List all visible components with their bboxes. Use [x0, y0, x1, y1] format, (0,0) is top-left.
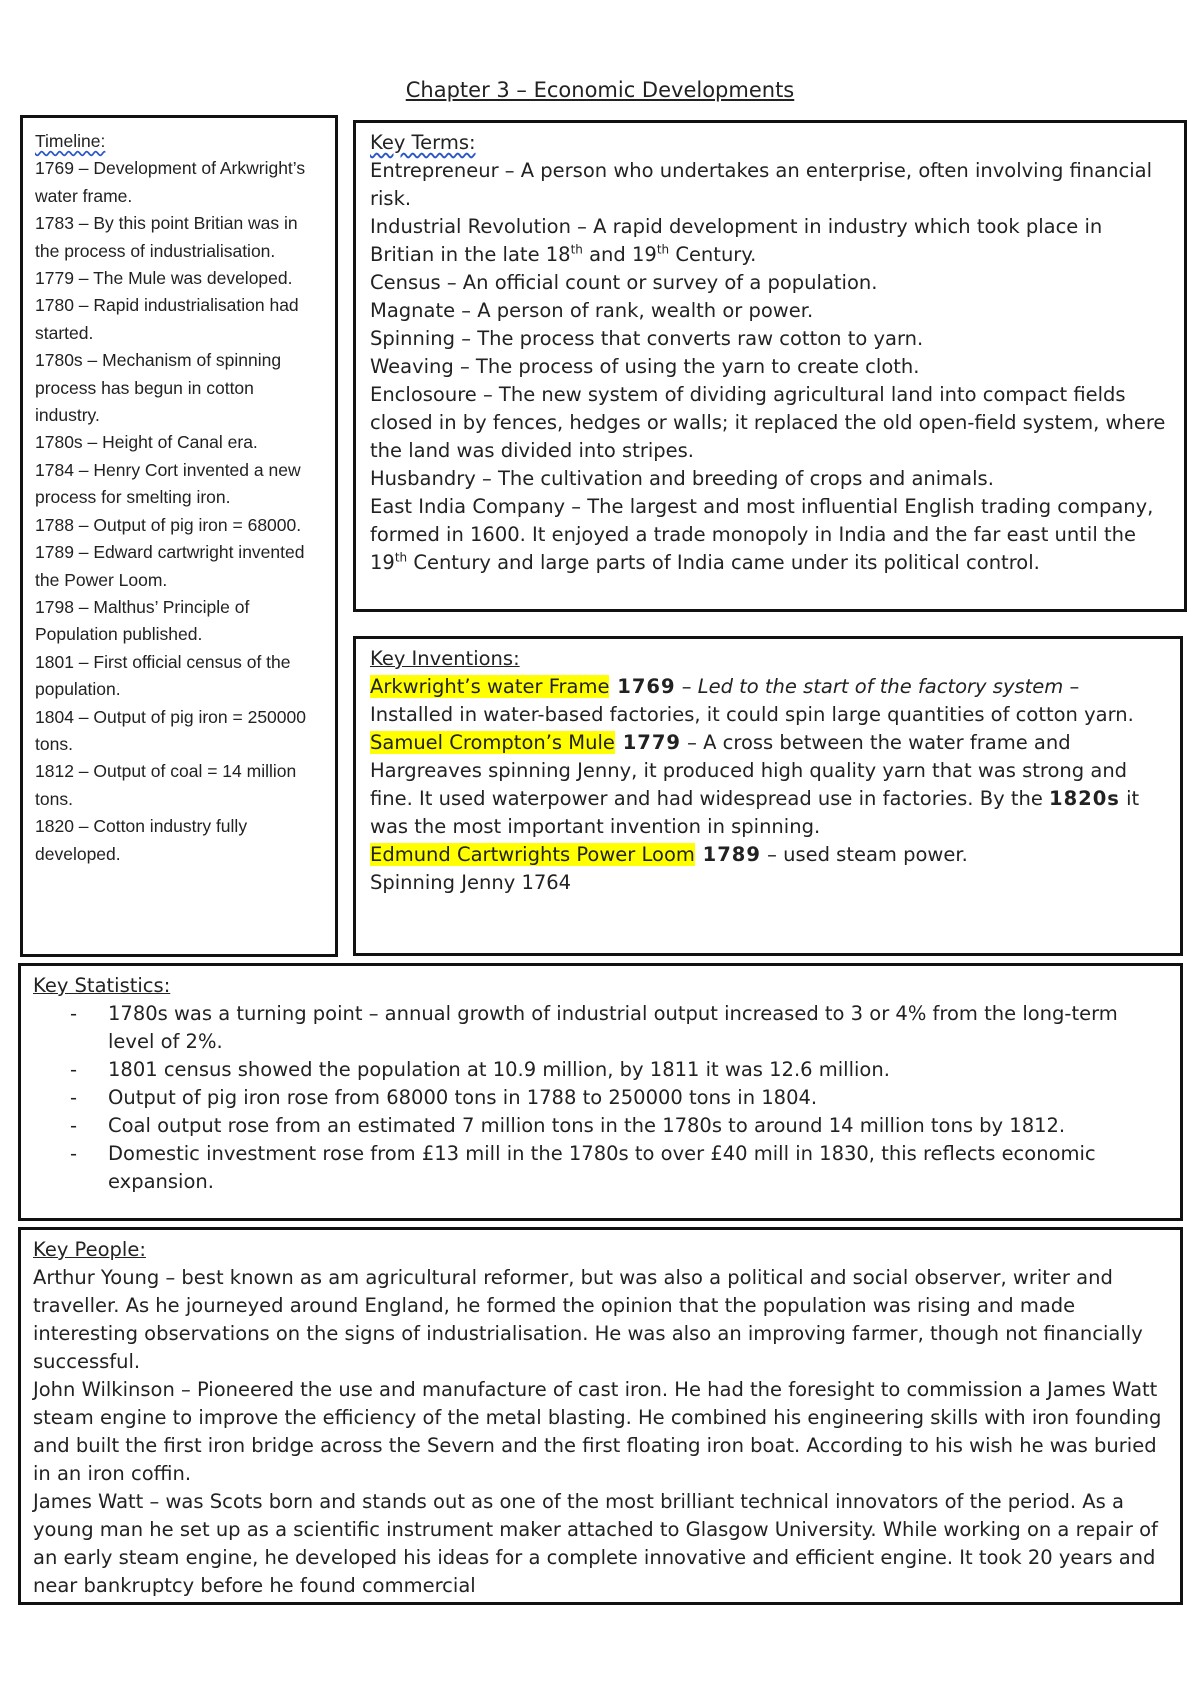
- invention-name: Edmund Cartwrights Power Loom: [370, 843, 695, 866]
- invention-text: – Installed in water-based factories, it could spin large quantities of cotton yarn.: [370, 675, 1134, 726]
- timeline-item: 1801 – First official census of the population.: [35, 651, 291, 700]
- timeline-heading: Timeline:: [35, 131, 106, 151]
- term-enclosoure: Enclosoure – The new system of dividing agricultural land into compact fields closed in by fences, hedges or walls; it replaced the old open-field system, where the land was divided into stripes.: [370, 383, 1166, 462]
- key-people-heading: Key People:: [33, 1238, 146, 1261]
- timeline-item: 1780s – Mechanism of spinning process has begun in cotton industry.: [35, 350, 282, 426]
- key-statistics-heading: Key Statistics:: [33, 974, 171, 997]
- term-census: Census – An official count or survey of a population.: [370, 271, 878, 294]
- timeline-item: 1812 – Output of coal = 14 million tons.: [35, 761, 297, 809]
- timeline-item: 1779 – The Mule was developed.: [35, 268, 293, 289]
- invention-power-loom: [370, 841, 1166, 869]
- invention-italic-text: Led to the start of the factory system: [697, 675, 1064, 698]
- term-text: Industrial Revolution – A rapid development in industry which took place in Britian in the late 18: [370, 215, 1103, 266]
- statistic-item: - 1801 census showed the population at 10.9 million, by 1811 it was 12.6 million.: [33, 1056, 1168, 1084]
- invention-text: – used steam power.: [760, 843, 968, 866]
- term-weaving: Weaving – The process of using the yarn to create cloth.: [370, 355, 920, 378]
- person-james-watt: James Watt – was Scots born and stands out as one of the most brilliant technical innovators of the period. As a young man he set up as a scientific instrument maker attached to Glasgow University. While working on a repair of an early steam engine, he developed his ideas for a complete innovative and efficient engine. It took 20 years and near bankruptcy before he found commercial: [33, 1490, 1158, 1597]
- term-spinning: Spinning – The process that converts raw cotton to yarn.: [370, 327, 924, 350]
- timeline-item: 1780 – Rapid industrialisation had started.: [35, 295, 299, 343]
- statistic-item: - Coal output rose from an estimated 7 million tons in the 1780s to around 14 million tons by 1812.: [33, 1112, 1168, 1140]
- timeline-item: 1789 – Edward cartwright invented the Power Loom.: [35, 542, 305, 590]
- key-inventions-box: [353, 636, 1183, 956]
- key-people-box: [18, 1227, 1183, 1605]
- invention-year: 1789: [694, 843, 761, 866]
- invention-name: Arkwright’s water Frame: [370, 675, 610, 698]
- statistics-list: [33, 1000, 1168, 1196]
- term-magnate: Magnate – A person of rank, wealth or power.: [370, 299, 814, 322]
- timeline-item: 1804 – Output of pig iron = 250000 tons.: [35, 706, 306, 754]
- key-terms-heading: Key Terms:: [370, 131, 476, 154]
- term-text: Century and large parts of India came under its political control.: [407, 551, 1040, 574]
- invention-text: – A cross between the water frame and Hargreaves spinning Jenny, it produced high quality yarn that was strong and fine. It used waterpower and had widespread use in factories. By the: [370, 731, 1128, 810]
- invention-mule: [370, 729, 1166, 841]
- timeline-box: [20, 115, 338, 957]
- invention-bold-text: 1820s: [1049, 787, 1120, 810]
- timeline-item: 1798 – Malthus’ Principle of Population published.: [35, 596, 250, 645]
- page-title: Chapter 3 – Economic Developments: [405, 78, 795, 102]
- term-husbandry: Husbandry – The cultivation and breeding of crops and animals.: [370, 467, 994, 490]
- timeline-item: 1769 – Development of Arkwright’s water frame.: [35, 158, 306, 206]
- term-text: Century.: [669, 243, 757, 266]
- superscript: th: [656, 242, 670, 257]
- term-entrepreneur: Entrepreneur – A person who undertakes an enterprise, often involving financial risk.: [370, 159, 1152, 210]
- timeline-item: 1780s – Height of Canal era.: [35, 432, 258, 453]
- timeline-item: 1784 – Henry Cort invented a new process for smelting iron.: [35, 459, 301, 508]
- invention-year: 1779: [614, 731, 681, 754]
- invention-year: 1769: [609, 675, 676, 698]
- statistic-item: - Output of pig iron rose from 68000 tons in 1788 to 250000 tons in 1804.: [33, 1084, 1168, 1112]
- invention-spinning-jenny: Spinning Jenny 1764: [370, 871, 572, 894]
- invention-text: it was the most important invention in spinning.: [370, 787, 1140, 838]
- timeline-item: 1820 – Cotton industry fully developed.: [35, 816, 248, 864]
- person-john-wilkinson: John Wilkinson – Pioneered the use and manufacture of cast iron. He had the foresight to commission a James Watt steam engine to improve the efficiency of the metal blasting. He combined his engineering skills with iron founding and built the first iron bridge across the Severn and the first floating iron boat. According to his wish he was buried in an iron coffin.: [33, 1378, 1162, 1485]
- invention-text: –: [675, 675, 698, 698]
- key-inventions-heading: Key Inventions:: [370, 647, 520, 670]
- term-text: East India Company – The largest and most influential English trading company, formed in 1600. It enjoyed a trade monopoly in India and the far east until the 19: [370, 495, 1154, 574]
- term-text: and 19: [582, 243, 657, 266]
- superscript: th: [570, 242, 583, 257]
- invention-name: Samuel Crompton’s Mule: [370, 731, 615, 754]
- term-industrial-revolution: [370, 213, 1170, 269]
- key-statistics-box: [18, 963, 1183, 1221]
- superscript: th: [394, 550, 408, 565]
- person-arthur-young: Arthur Young – best known as am agricultural reformer, but was also a political and social observer, writer and traveller. As he journeyed around England, he formed the opinion that the population was rising and made interesting observations on the signs of industrialisation. He was also an improving farmer, though not financially successful.: [33, 1266, 1143, 1373]
- invention-water-frame: [370, 673, 1166, 729]
- statistic-item: - 1780s was a turning point – annual growth of industrial output increased to 3 or 4% from the long-term level of 2%.: [33, 1000, 1168, 1056]
- timeline-item: 1783 – By this point Britian was in the process of industrialisation.: [35, 213, 298, 261]
- statistic-item: - Domestic investment rose from £13 mill in the 1780s to over £40 mill in 1830, this reflects economic expansion.: [33, 1140, 1168, 1196]
- timeline-item: 1788 – Output of pig iron = 68000.: [35, 514, 302, 535]
- key-terms-box: [353, 120, 1187, 612]
- term-east-india-company: [370, 493, 1170, 577]
